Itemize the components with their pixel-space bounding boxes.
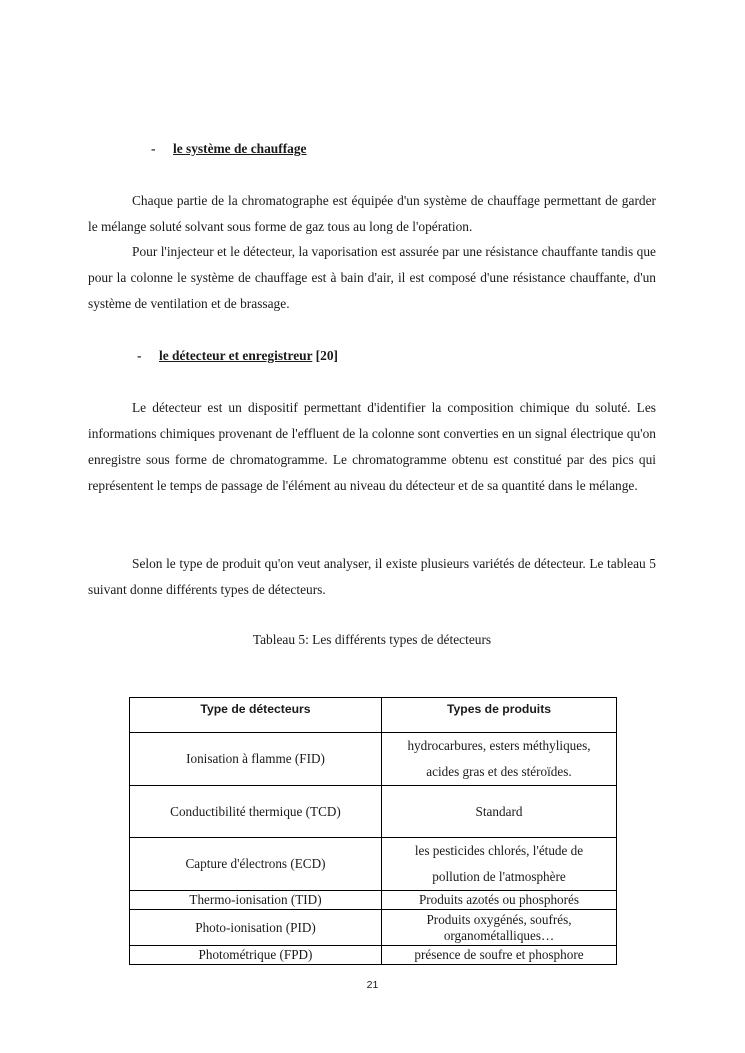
section-heading-detecteur <box>137 348 338 364</box>
products-cell: présence de soufre et phosphore <box>382 946 617 965</box>
section-heading-chauffage <box>151 141 307 157</box>
products-line: pollution de l'atmosphère <box>432 869 566 884</box>
paragraph-detecteur-2: Selon le type de produit qu'on veut analyser, il existe plusieurs variétés de détecteur. Le tableau 5 suivant donne différents types de détecteurs. <box>88 556 656 597</box>
table-row <box>130 786 617 838</box>
products-cell: Standard <box>382 786 617 838</box>
products-line: organométalliques… <box>443 927 555 943</box>
table-caption: Tableau 5: Les différents types de détecteurs <box>252 632 492 647</box>
detector-type-cell: Conductibilité thermique (TCD) <box>130 786 382 838</box>
table-row <box>130 910 617 946</box>
products-cell <box>382 733 617 786</box>
table-row <box>130 946 617 965</box>
detector-type-cell: Ionisation à flamme (FID) <box>130 733 382 786</box>
table-row <box>130 838 617 891</box>
heading-reference: [20] <box>312 348 338 363</box>
bullet-dash: - <box>151 141 156 156</box>
detector-type-cell: Photométrique (FPD) <box>130 946 382 965</box>
bullet-dash: - <box>137 348 142 363</box>
products-line: les pesticides chlorés, l'étude de <box>414 843 584 858</box>
table-row <box>130 891 617 910</box>
detector-type-cell: Capture d'électrons (ECD) <box>130 838 382 891</box>
products-line: Produits oxygénés, soufrés, <box>426 911 572 927</box>
products-line: hydrocarbures, esters méthyliques, <box>407 738 591 753</box>
detector-type-cell: Thermo-ionisation (TID) <box>130 891 382 910</box>
products-cell <box>382 838 617 891</box>
heading-title: le détecteur et enregistreur <box>159 348 313 363</box>
paragraph-detecteur-1: Le détecteur est un dispositif permettant d'identifier la composition chimique du soluté. Les informations chimiques provenant de l'effluent de la colonne sont converties en un signal électrique qu'on enregistre sous forme de chromatogramme. Le chromatogramme obtenu est constitué par des pics qui représentent le temps de passage de l'élément au niveau du détecteur et de sa quantité dans le mélange. <box>88 400 656 493</box>
paragraph-chauffage-1: Chaque partie de la chromatographe est équipée d'un système de chauffage permettant de garder le mélange soluté solvant sous forme de gaz tous au long de l'opération. <box>88 193 656 234</box>
page-number: 21 <box>366 979 379 991</box>
table-header-row <box>130 698 617 733</box>
products-cell: Produits azotés ou phosphorés <box>382 891 617 910</box>
detectors-table <box>129 697 617 965</box>
detector-type-cell: Photo-ionisation (PID) <box>130 910 382 946</box>
products-cell <box>382 910 617 946</box>
products-line: acides gras et des stéroïdes. <box>426 764 572 779</box>
table-row <box>130 733 617 786</box>
header-cell-products: Types de produits <box>382 698 617 733</box>
heading-title: le système de chauffage <box>173 141 307 156</box>
paragraph-chauffage-2: Pour l'injecteur et le détecteur, la vaporisation est assurée par une résistance chauffante tandis que pour la colonne le système de chauffage est à bain d'air, il est composé d'une résistance chauffante, d'un système de ventilation et de brassage. <box>88 244 656 311</box>
header-cell-type: Type de détecteurs <box>130 698 382 733</box>
